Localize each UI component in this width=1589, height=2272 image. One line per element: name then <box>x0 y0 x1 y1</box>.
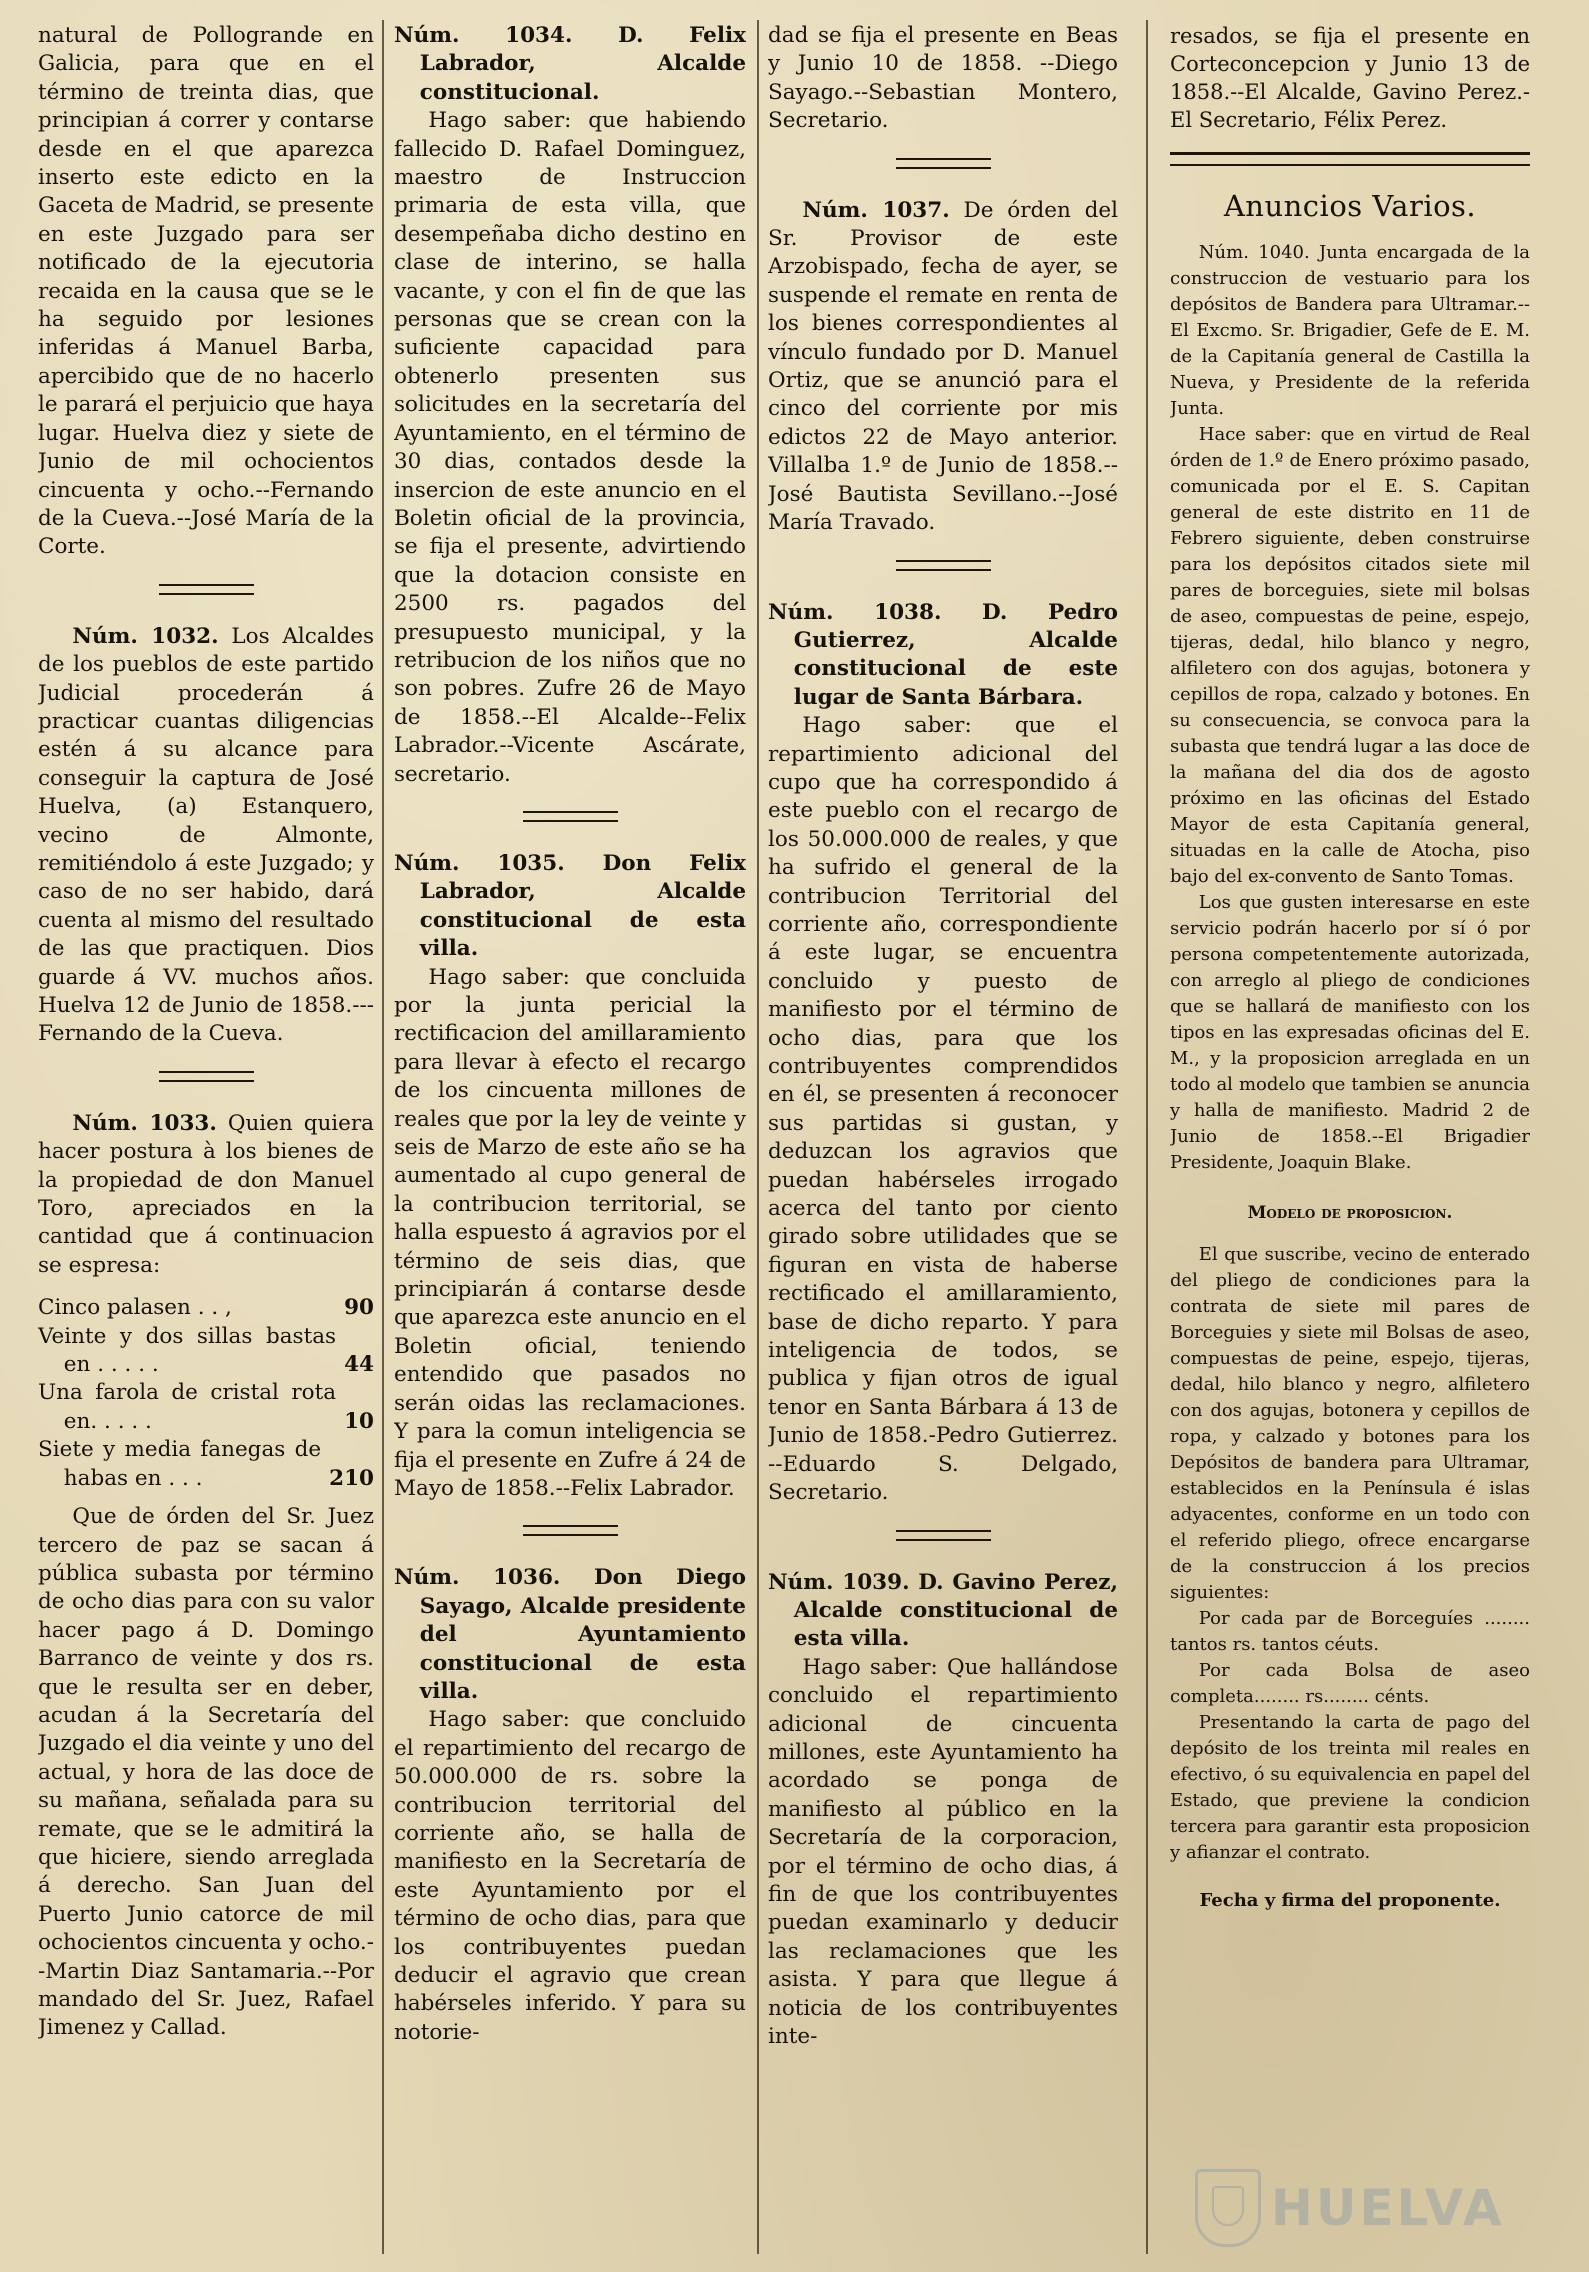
column-divider <box>1146 20 1148 2254</box>
list-item <box>38 1294 374 1322</box>
notice-1038-body: Hago saber: que el repartimiento adicional del cupo que ha correspondido á este pueblo con el recargo de los 50.000.000 de reales, y que ha sufrido el general de la contribucion Territorial del corriente año, correspondiente á este lugar, se encuentra concluido y puesto de manifiesto por el término de ocho dias, para que los contribuyentes comprendidos en él, se presenten á reconocer sus partidas si gustan, y deduzcan los agravios que puedan habérseles irrogado acerca del tanto por ciento girado sobre utilidades que se figuran en vista de haberse rectificado el amillaramiento, base de dicho reparto. Y para inteligencia de todos, se publica y fijan otros de igual tenor en Santa Bárbara á 13 de Junio de 1858.-Pedro Gutierrez. --Eduardo S. Delgado, Secretario. <box>768 713 1118 1506</box>
notice-body: Los Alcaldes de los pueblos de este partido Judicial procederán á practicar cuantas diligencias estén á su alcance para conseguir la captura de José Huelva, (a) Estanquero, vecino de Almonte, remitiéndolo á este Juzgado; y caso de no ser habido, dará cuenta al mismo del resultado de las que practiquen. Dios guarde á VV. muchos años. Huelva 12 de Junio de 1858.---Fernando de la Cueva. <box>38 623 374 1047</box>
notice-number: Núm. 1033. <box>72 1110 217 1136</box>
separator-rule <box>523 811 618 822</box>
list-item <box>38 1379 374 1436</box>
notice-1039-body: Hago saber: Que hallándose concluido el repartimiento adicional de cincuenta millones, este Ayuntamiento ha acordado se ponga de manifiesto al público en la Secretaría de la corporacion, por el término de ocho dias, á fin de que los contribuyentes puedan examinarlo y deducir las reclamaciones que les asista. Y para que llegue á noticia de los contribuyentes inte- <box>768 1654 1118 2049</box>
column-2 <box>394 22 746 2252</box>
continued-notice: natural de Pollogrande en Galicia, para que en el término de treinta dias, que principian á correr y contarse desde en el que aparezca inserto este edicto en la Gaceta de Madrid, se presente en este Juzgado para ser notificado de la ejecutoria recaida en la causa que se le ha seguido por lesiones inferidas á Manuel Barba, apercibido que de no hacerlo le parará el perjuicio que haya lugar. Huelva diez y siete de Junio de mil ochocientos cincuenta y ocho.--Fernando de la Cueva.--José María de la Corte. <box>38 23 374 560</box>
notice-1034-heading: Núm. 1034. D. Felix Labrador, Alcalde constitucional. <box>394 23 746 105</box>
notice-1033-tail: Que de órden del Sr. Juez tercero de paz se sacan á pública subasta por término de ocho dias para con su valor hacer pago á D. Domingo Barranco de veinte y dos rs. que le resulta ser en deber, acudan á la Secretaría del Juzgado el dia veinte y uno del actual, y hora de las doce de su mañana, señalada para su remate, que se le admitirá la que hiciere, siendo arreglada á derecho. San Juan del Puerto Junio catorce de mil ochocientos cincuenta y ocho.--Martin Diaz Santamaria.--Por mandado del Sr. Juez, Rafael Jimenez y Callad. <box>38 1504 374 2041</box>
notice-1039-heading: Núm. 1039. D. Gavino Perez, Alcalde constitucional de esta villa. <box>768 1569 1118 1652</box>
section-title: Anuncios Varios. <box>1223 189 1477 223</box>
list-item <box>38 1323 374 1380</box>
notice-number: Núm. 1037. <box>802 197 950 223</box>
shield-logo-icon <box>1195 2169 1261 2247</box>
item-value: 210 <box>329 1465 374 1491</box>
column-divider <box>382 20 384 2254</box>
separator-rule <box>159 1071 254 1082</box>
price-line: Por cada par de Borceguíes ........ tantos rs. tantos céuts. <box>1170 1608 1530 1655</box>
notice-1035-body: Hago saber: que concluida por la junta pericial la rectificacion del amillaramiento para llevar à efecto el recargo de los cincuenta millones de reales que por la ley de veinte y seis de Marzo de este año se ha aumentado al cupo general de la contribucion territorial, se halla espuesto á agravios por el término de seis dias, que principiarán á contarse desde que aparezca este anuncio en el Boletin oficial, teniendo entendido que pasados no serán oidas las reclamaciones. Y para la comun inteligencia se fija el presente en Zufre á 24 de Mayo de 1858.--Felix Labrador. <box>394 964 746 1501</box>
notice-1034-body: Hago saber: que habiendo fallecido D. Rafael Dominguez, maestro de Instruccion primaria de esta villa, que desempeñaba dicho destino en clase de interino, se halla vacante, y con el fin de que las personas que se crean con la suficiente capacidad para obtenerlo presenten sus solicitudes en la secretaría del Ayuntamiento, en el término de 30 dias, contados desde la insercion de este anuncio en el Boletin oficial de la provincia, se fija el presente, advirtiendo que la dotacion consiste en 2500 rs. pagados del presupuesto municipal, y la retribucion de los niños que no son pobres. Zufre 26 de Mayo de 1858.--El Alcalde--Felix Labrador.--Vicente Ascárate, secretario. <box>394 108 746 787</box>
watermark-text: HUELVA <box>1271 2179 1505 2237</box>
continued-notice: dad se fija el presente en Beas y Junio 10 de 1858. --Diego Sayago.--Sebastian Montero, Secretario. <box>768 23 1118 134</box>
price-line: Por cada Bolsa de aseo completa........ rs........ cénts. <box>1170 1660 1530 1707</box>
model-title: Modelo de proposicion. <box>1247 1203 1453 1223</box>
notice-1040-paragraph: Hace saber: que en virtud de Real órden de 1.º de Enero próximo pasado, comunicada por el E. S. Capitan general de este distrito en 11 de Febrero siguiente, deben construirse para los depósitos citados siete mil pares de borceguies, siete mil bolsas de aseo, compuestas de peine, espejo, tijeras, dedal, hilo blanco y negro, alfiletero con dos agujas, botonera y cepillos de ropa, calzado y botones. En su consecuencia, se convoca para la subasta que tendrá lugar a las doce de la mañana del dia dos de agosto próximo en las oficinas del Estado Mayor de esta Capitanía general, situadas en la calle de Atocha, piso bajo del ex-convento de Santo Tomas. <box>1170 424 1530 887</box>
separator-rule <box>896 560 991 571</box>
section-rule <box>1170 152 1530 166</box>
item-value: 90 <box>344 1295 374 1321</box>
notice-1040-paragraph: Los que gusten interesarse en este servicio podrán hacerlo por sí ó por persona competentemente autorizada, con arreglo al pliego de condiciones que se hallará de manifiesto con los tipos en las expresadas oficinas del E. M., y la proposicion arreglada en un todo al modelo que tambien se anuncia y halla de manifiesto. Madrid 2 de Junio de 1858.--El Brigadier Presidente, Joaquin Blake. <box>1170 892 1530 1173</box>
separator-rule <box>159 584 254 595</box>
notice-1036-body: Hago saber: que concluido el repartimiento del recargo de 50.000.000 de rs. sobre la contribucion territorial del corriente año, se halla de manifiesto en la Secretaría de este Ayuntamiento por el término de ocho dias, para que los contribuyentes puedan deducir el agravio que crean habérseles inferido. Y para su notorie- <box>394 1707 746 2045</box>
model-tail: Presentando la carta de pago del depósito de los treinta mil reales en efectivo, ó su equivalencia en papel del Estado, que previene la condicion tercera para garantir esta proposicion y afianzar el contrato. <box>1170 1712 1530 1863</box>
item-label: Una farola de cristal rota en. . . . . <box>38 1380 337 1434</box>
separator-rule <box>896 158 991 169</box>
column-3 <box>768 22 1118 2252</box>
separator-rule <box>523 1525 618 1536</box>
separator-rule <box>896 1530 991 1541</box>
signature-line: Fecha y firma del proponente. <box>1199 1890 1501 1911</box>
notice-1033 <box>38 1110 374 1280</box>
list-item <box>38 1436 374 1493</box>
item-value: 44 <box>344 1352 374 1378</box>
model-body: El que suscribe, vecino de enterado del pliego de condiciones para la contrata de siete mil pares de Borceguies y siete mil Bolsas de aseo, compuestas de peine, espejo, tijeras, dedal, hilo blanco y negro, alfiletero con dos agujas, botonera y cepillos de ropa, y calzado y botones para los Depósitos de bandera para Ultramar, establecidos en la Península é islas adyacentes, conforme en un todo con el referido pliego, ofrece encargarse de la construccion á los precios siguientes: <box>1170 1244 1530 1603</box>
item-label: Siete y media fanegas de habas en . . . <box>38 1437 322 1491</box>
notice-body: Quien quiera hacer postura à los bienes de la propiedad de don Manuel Toro, apreciados en la cantidad que á continuacion se espresa: <box>38 1110 374 1278</box>
notice-body: De órden del Sr. Provisor de este Arzobispado, fecha de ayer, se suspende el remate en renta de los bienes correspondientes al vínculo fundado por D. Manuel Ortiz, que se anunció para el cinco del corriente por mis edictos 22 de Mayo anterior. Villalba 1.º de Junio de 1858.--José Bautista Sevillano.--José María Travado. <box>768 197 1118 536</box>
notice-1040-heading: Núm. 1040. Junta encargada de la construccion de vestuario para los depósitos de Bandera para Ultramar.--El Excmo. Sr. Brigadier, Gefe de E. M. de la Capitanía general de Castilla la Nueva, y Presidente de la referida Junta. <box>1170 242 1530 419</box>
column-1 <box>38 22 374 2252</box>
item-label: Cinco palasen . . , <box>38 1295 232 1321</box>
notice-number: Núm. 1032. <box>72 623 219 649</box>
continued-notice: resados, se fija el presente en Corteconcepcion y Junio 13 de 1858.--El Alcalde, Gavino Perez.-El Secretario, Félix Perez. <box>1170 24 1530 132</box>
notice-1037 <box>768 197 1118 538</box>
notice-1038-heading: Núm. 1038. D. Pedro Gutierrez, Alcalde constitucional de este lugar de Santa Bárbara. <box>768 599 1118 710</box>
column-4 <box>1170 22 1530 2252</box>
watermark <box>1195 2168 1535 2248</box>
notice-1035-heading: Núm. 1035. Don Felix Labrador, Alcalde constitucional de esta villa. <box>394 850 746 962</box>
notice-1032 <box>38 623 374 1049</box>
notice-1036-heading: Núm. 1036. Don Diego Sayago, Alcalde presidente del Ayuntamiento constitucional de esta villa. <box>394 1565 746 1704</box>
item-label: Veinte y dos sillas bastas en . . . . . <box>38 1323 337 1378</box>
column-divider <box>757 20 759 2254</box>
item-value: 10 <box>344 1408 374 1434</box>
goods-list <box>38 1294 374 1493</box>
